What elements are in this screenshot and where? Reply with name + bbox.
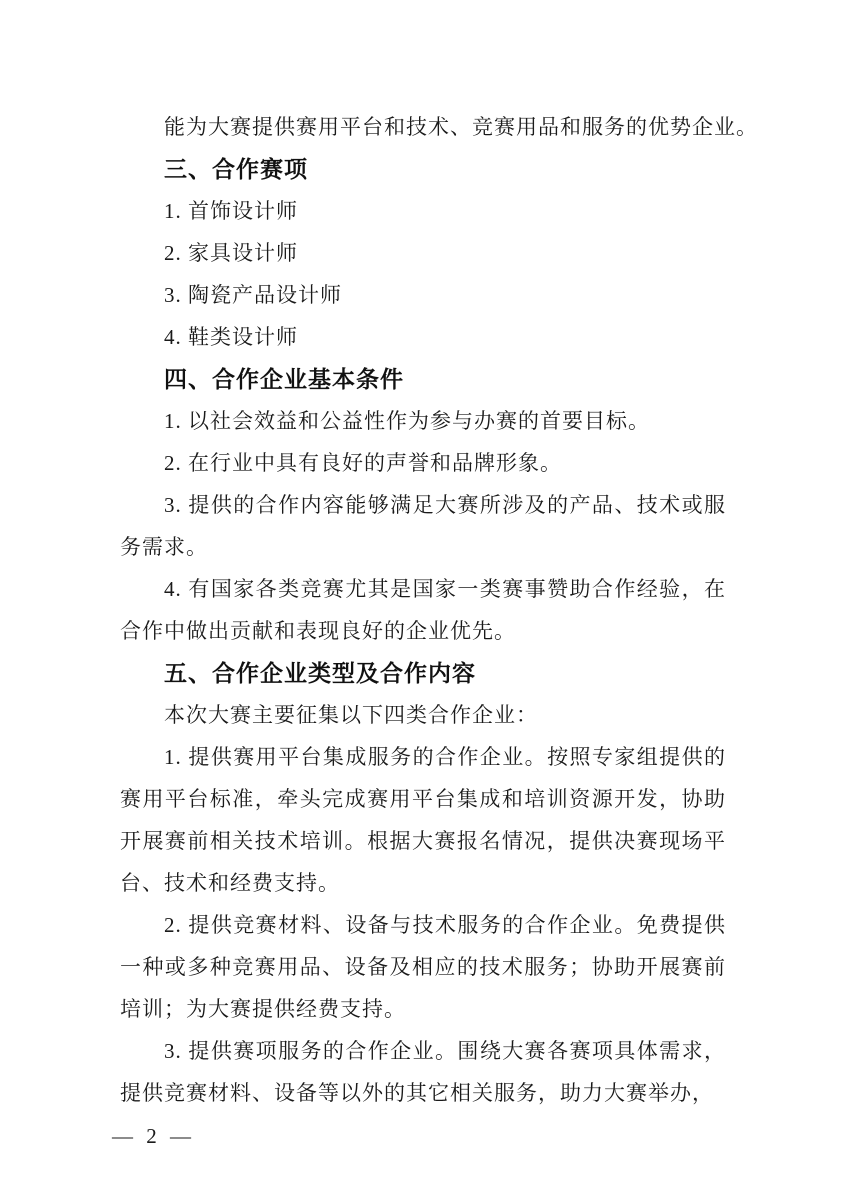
intro-line: 本次大赛主要征集以下四类合作企业： [164,703,538,727]
page-number: — 2 — [112,1124,195,1148]
partner-type-item-2: 2. 提供竞赛材料、设备与技术服务的合作企业。免费提供一种或多种竞赛用品、设备及相应的技术服务；协助开展赛前培训；为大赛提供经费支持。 [120,913,726,1021]
paragraph-continuation: 能为大赛提供赛用平台和技术、竞赛用品和服务的优势企业。 [164,115,758,139]
heading-section-three: 三、合作赛项 [164,156,308,182]
condition-item-4: 4. 有国家各类竞赛尤其是国家一类赛事赞助合作经验，在合作中做出贡献和表现良好的企业优先。 [120,577,726,643]
event-item-ceramic-designer: 3. 陶瓷产品设计师 [164,283,342,307]
event-item-jewelry-designer: 1. 首饰设计师 [164,199,298,223]
condition-item-2: 2. 在行业中具有良好的声誉和品牌形象。 [164,451,562,475]
condition-item-3: 3. 提供的合作内容能够满足大赛所涉及的产品、技术或服务需求。 [120,493,726,559]
partner-type-item-3: 3. 提供赛项服务的合作企业。围绕大赛各赛项具体需求，提供竞赛材料、设备等以外的其它相关服务，助力大赛举办， [120,1039,726,1105]
heading-section-four: 四、合作企业基本条件 [164,366,404,392]
event-item-furniture-designer: 2. 家具设计师 [164,241,298,265]
document-body [120,106,758,1114]
condition-item-1: 1. 以社会效益和公益性作为参与办赛的首要目标。 [164,409,650,433]
event-item-footwear-designer: 4. 鞋类设计师 [164,325,298,349]
partner-type-item-1: 1. 提供赛用平台集成服务的合作企业。按照专家组提供的赛用平台标准，牵头完成赛用平台集成和培训资源开发，协助开展赛前相关技术培训。根据大赛报名情况，提供决赛现场平台、技术和经费支持。 [120,745,726,895]
heading-section-five: 五、合作企业类型及合作内容 [164,660,476,686]
